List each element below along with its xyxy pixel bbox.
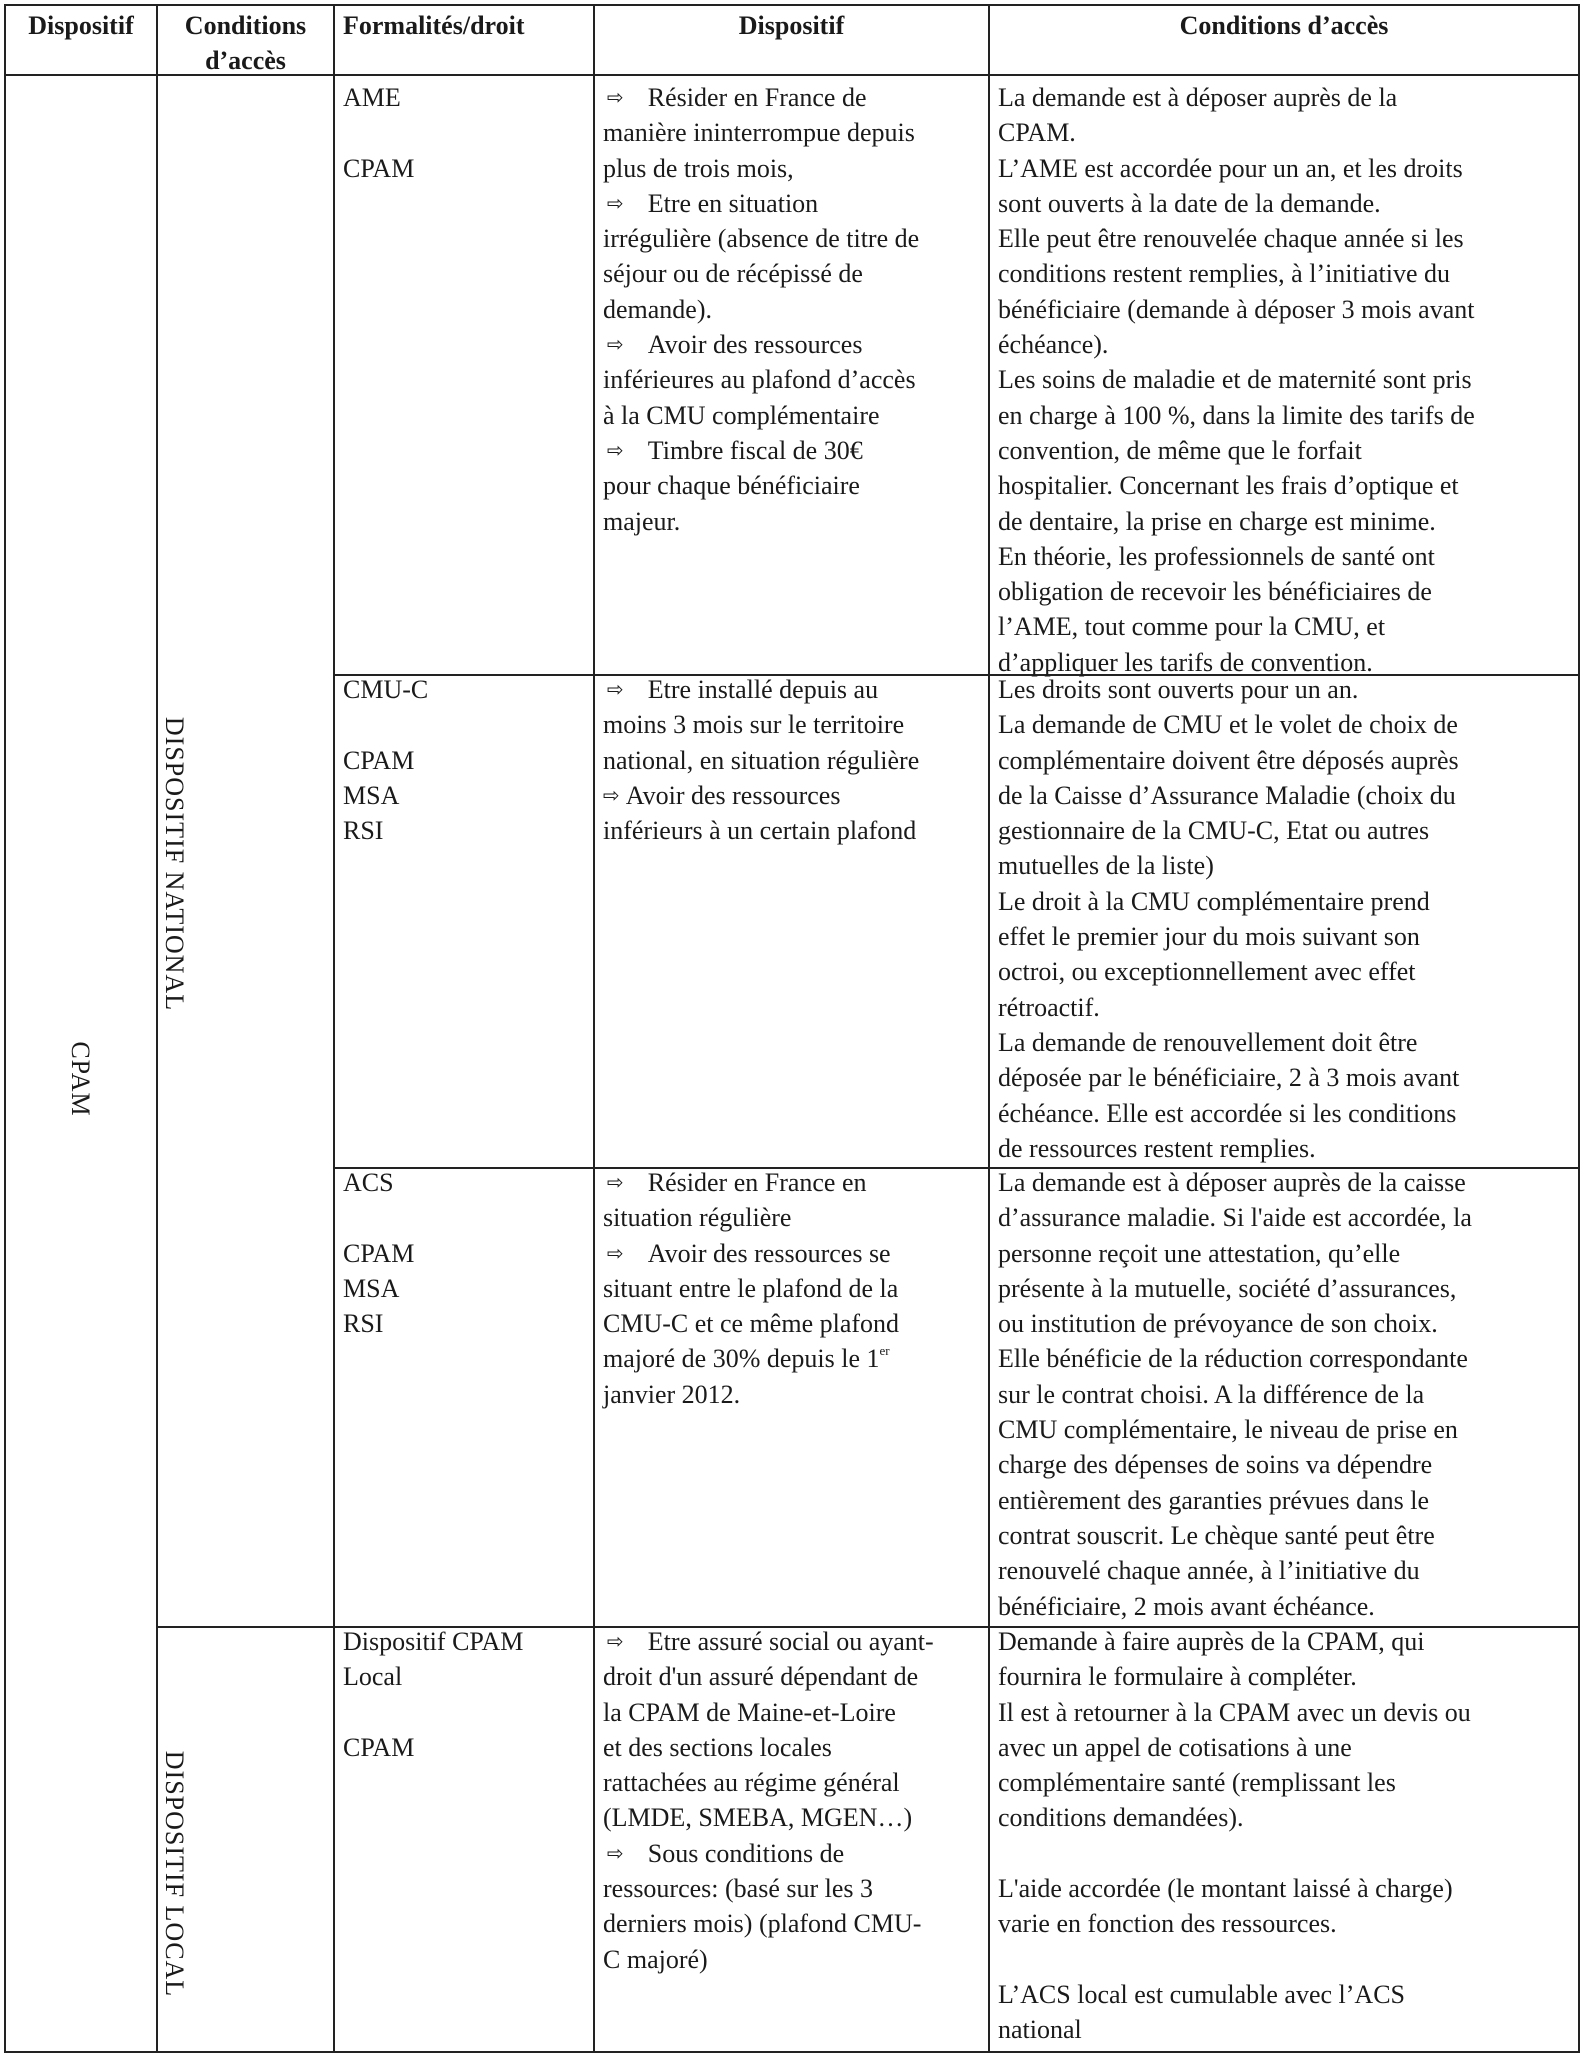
dispositif-text: Etre en situation [647, 188, 819, 218]
col-divider-1 [156, 4, 158, 2053]
dispositif-text: ressources: (basé sur les 3 [603, 1874, 874, 1904]
acs-dispositif-cell [603, 1165, 988, 1412]
conditions-line: présente à la mutuelle, société d’assurances, [998, 1273, 1457, 1303]
dispositif-local-vertical-label: DISPOSITIF LOCAL [160, 1750, 189, 1998]
dispositif-line [603, 186, 988, 221]
conditions-line: En théorie, les professionnels de santé ont [998, 541, 1435, 571]
col-divider-3 [593, 4, 595, 2053]
conditions-line: charge des dépenses de soins va dépendre [998, 1450, 1433, 1480]
header-dispositif: Dispositif [28, 11, 134, 40]
dispositif-line [603, 221, 988, 256]
formalites-line: MSA [343, 780, 400, 810]
table-border-right [1578, 4, 1580, 2053]
conditions-line: Les droits sont ouverts pour un an. [998, 675, 1359, 704]
superscript: er [879, 1343, 890, 1359]
cpam-vertical-label: CPAM [66, 1041, 95, 1117]
conditions-line: entièrement des garanties prévues dans le [998, 1485, 1429, 1515]
formalites-line: CPAM [343, 1732, 415, 1762]
arrow-icon: ⇨ [607, 677, 624, 701]
arrow-icon: ⇨ [607, 1240, 624, 1265]
table-border-left [4, 4, 6, 2053]
dispositif-line [603, 504, 988, 539]
dispositif-text: à la CMU complémentaire [603, 400, 880, 430]
conditions-line: renouvelé chaque année, à l’initiative du [998, 1556, 1420, 1586]
header-conditions-acces [158, 8, 333, 78]
dispositif-text: séjour ou de récépissé de [603, 259, 863, 289]
dispositif-text: C majoré) [603, 1944, 708, 1974]
dispositif-text: national, en situation régulière [603, 745, 920, 775]
conditions-line: L’AME est accordée pour un an, et les droits [998, 153, 1463, 183]
table-border-bottom [4, 2051, 1580, 2053]
col-divider-4 [988, 4, 990, 2053]
dispositif-line [603, 151, 988, 186]
dispositif-text: inférieurs à un certain plafond [603, 816, 917, 846]
conditions-line: La demande est à déposer auprès de la caisse [998, 1168, 1466, 1197]
cmu-c-conditions-cell [998, 672, 1578, 1166]
dispositif-text: pour chaque bénéficiaire [603, 471, 860, 501]
dispositif-text: janvier 2012. [603, 1379, 741, 1409]
dispositif-text: inférieures au plafond d’accès [603, 365, 916, 395]
dispositif-line [603, 433, 988, 468]
conditions-line: Il est à retourner à la CPAM avec un devis ou [998, 1697, 1471, 1727]
dispositif-line [603, 1800, 988, 1835]
arrow-icon: ⇨ [603, 782, 620, 807]
formalites-line: Dispositif CPAM [343, 1627, 524, 1656]
formalites-line: CPAM [343, 1238, 415, 1268]
dispositif-text: la CPAM de Maine-et-Loire [603, 1697, 896, 1727]
ame-dispositif-cell [603, 80, 988, 539]
dispositif-local-formalites-cell [343, 1624, 588, 1765]
conditions-line: La demande de renouvellement doit être [998, 1027, 1418, 1057]
dispositif-national-vertical-label: DISPOSITIF NATIONAL [160, 716, 189, 1012]
dispositif-text: majoré de 30% depuis le 1 [603, 1344, 880, 1374]
conditions-line: contrat souscrit. Le chèque santé peut être [998, 1520, 1435, 1550]
formalites-line [343, 1695, 588, 1730]
dispositif-text: rattachées au régime général [603, 1768, 900, 1798]
dispositif-line [603, 1200, 988, 1235]
dispositif-line [603, 362, 988, 397]
dispositif-line [603, 1836, 988, 1871]
conditions-line: l’AME, tout comme pour la CMU, et [998, 612, 1386, 642]
conditions-line: avec un appel de cotisations à une [998, 1732, 1352, 1762]
formalites-line: RSI [343, 1309, 384, 1339]
conditions-line: mutuelles de la liste) [998, 851, 1214, 881]
formalites-line: MSA [343, 1273, 400, 1303]
conditions-line: Le droit à la CMU complémentaire prend [998, 886, 1430, 916]
dispositif-line [603, 743, 988, 778]
conditions-line: de la Caisse d’Assurance Maladie (choix du [998, 780, 1456, 810]
conditions-line: La demande est à déposer auprès de la [998, 83, 1398, 112]
dispositif-text: plus de trois mois, [603, 153, 794, 183]
conditions-line: varie en fonction des ressources. [998, 1909, 1337, 1939]
conditions-line: conditions demandées). [998, 1803, 1244, 1833]
dispositif-local-conditions-cell [998, 1624, 1578, 2048]
conditions-line: échéance). [998, 330, 1109, 360]
conditions-line: convention, de même que le forfait [998, 435, 1362, 465]
dispositif-text: Etre installé depuis au [647, 675, 879, 704]
conditions-line: conditions restent remplies, à l’initiative du [998, 259, 1451, 289]
formalites-line [343, 1200, 588, 1235]
acs-formalites-cell [343, 1165, 588, 1341]
dispositif-line [603, 1695, 988, 1730]
dispositif-text: Avoir des ressources [625, 780, 841, 810]
dispositif-local-dispositif-cell [603, 1624, 988, 1977]
dispositif-line [603, 1165, 988, 1200]
conditions-line: de dentaire, la prise en charge est minime. [998, 506, 1436, 536]
conditions-line: obligation de recevoir les bénéficiaires de [998, 577, 1432, 607]
formalites-line: CPAM [343, 153, 415, 183]
header-formalites-droit: Formalités/droit [343, 11, 525, 40]
cmu-c-dispositif-cell [603, 672, 988, 848]
formalites-line: Local [343, 1662, 403, 1692]
conditions-line: ou institution de prévoyance de son choix. [998, 1309, 1438, 1339]
conditions-line [998, 1942, 1578, 1977]
dispositif-line [603, 1236, 988, 1271]
dispositif-line [603, 1871, 988, 1906]
conditions-line: La demande de CMU et le volet de choix de [998, 710, 1458, 740]
dispositif-line [603, 1624, 988, 1659]
dispositif-text: situation régulière [603, 1203, 792, 1233]
dispositif-line [603, 468, 988, 503]
dispositif-text: (LMDE, SMEBA, MGEN…) [603, 1803, 913, 1833]
dispositif-text: Résider en France en [647, 1168, 867, 1197]
dispositif-text: irrégulière (absence de titre de [603, 224, 920, 254]
conditions-line: bénéficiaire, 2 mois avant échéance. [998, 1591, 1375, 1621]
conditions-line: sur le contrat choisi. A la différence de la [998, 1379, 1425, 1409]
dispositif-line [603, 115, 988, 150]
conditions-line: gestionnaire de la CMU-C, Etat ou autres [998, 816, 1430, 846]
dispositif-text: manière ininterrompue depuis [603, 118, 915, 148]
dispositif-text: Résider en France de [647, 83, 867, 112]
dispositif-text: Etre assuré social ou ayant- [647, 1627, 934, 1656]
dispositif-text: CMU-C et ce même plafond [603, 1309, 900, 1339]
benefits-table [4, 4, 1580, 2054]
acs-conditions-cell [998, 1165, 1578, 1624]
dispositif-line [603, 778, 988, 813]
dispositif-line [603, 292, 988, 327]
formalites-line: RSI [343, 816, 384, 846]
conditions-line [998, 1836, 1578, 1871]
dispositif-line [603, 813, 988, 848]
arrow-icon: ⇨ [607, 85, 624, 109]
conditions-line: national [998, 2015, 1082, 2045]
formalites-line [343, 707, 588, 742]
conditions-line: en charge à 100 %, dans la limite des tarifs de [998, 400, 1475, 430]
conditions-line: personne reçoit une attestation, qu’elle [998, 1238, 1401, 1268]
formalites-line: CPAM [343, 745, 415, 775]
conditions-line: effet le premier jour du mois suivant son [998, 922, 1420, 952]
conditions-line: sont ouverts à la date de la demande. [998, 188, 1381, 218]
conditions-line: Demande à faire auprès de la CPAM, qui [998, 1627, 1425, 1656]
conditions-line: fournira le formulaire à compléter. [998, 1662, 1357, 1692]
ame-formalites-cell [343, 80, 588, 186]
conditions-line: CPAM. [998, 118, 1076, 148]
header-conditions-line1: Conditions [184, 11, 307, 40]
dispositif-text: demande). [603, 294, 713, 324]
conditions-line: de ressources restent remplies. [998, 1133, 1316, 1163]
arrow-icon: ⇨ [607, 437, 624, 462]
conditions-line: bénéficiaire (demande à déposer 3 mois avant [998, 294, 1475, 324]
conditions-line: octroi, ou exceptionnellement avec effet [998, 957, 1416, 987]
arrow-icon: ⇨ [607, 332, 624, 357]
dispositif-text: Avoir des ressources se [647, 1238, 891, 1268]
conditions-line: Elle bénéficie de la réduction correspondante [998, 1344, 1468, 1374]
conditions-line: complémentaire doivent être déposés auprès [998, 745, 1459, 775]
formalites-line: AME [343, 83, 401, 112]
dispositif-line [603, 1765, 988, 1800]
conditions-line: échéance. Elle est accordée si les conditions [998, 1098, 1457, 1128]
dispositif-text: moins 3 mois sur le territoire [603, 710, 905, 740]
cmu-c-formalites-cell [343, 672, 588, 848]
conditions-line: Elle peut être renouvelée chaque année si les [998, 224, 1464, 254]
dispositif-line [603, 1942, 988, 1977]
conditions-line: complémentaire santé (remplissant les [998, 1768, 1396, 1798]
dispositif-line [603, 672, 988, 707]
dispositif-line [603, 327, 988, 362]
dispositif-line [603, 80, 988, 115]
conditions-line: rétroactif. [998, 992, 1100, 1022]
arrow-icon: ⇨ [607, 1170, 624, 1194]
dispositif-text: et des sections locales [603, 1732, 832, 1762]
dispositif-text: situant entre le plafond de la [603, 1273, 899, 1303]
ame-conditions-cell [998, 80, 1578, 680]
conditions-line: d’assurance maladie. Si l'aide est accordée, la [998, 1203, 1472, 1233]
header-dispositif-2: Dispositif [738, 11, 845, 40]
conditions-line: L'aide accordée (le montant laissé à charge) [998, 1874, 1453, 1904]
dispositif-text: droit d'un assuré dépendant de [603, 1662, 919, 1692]
conditions-line: L’ACS local est cumulable avec l’ACS [998, 1979, 1406, 2009]
dispositif-line [603, 707, 988, 742]
conditions-line: hospitalier. Concernant les frais d’optique et [998, 471, 1459, 501]
dispositif-text: Timbre fiscal de 30€ [647, 435, 863, 465]
table-border-top [4, 4, 1580, 6]
dispositif-line [603, 1306, 988, 1341]
dispositif-line [603, 256, 988, 291]
dispositif-line [603, 1730, 988, 1765]
col-divider-2 [333, 4, 335, 2053]
conditions-line: Les soins de maladie et de maternité sont pris [998, 365, 1472, 395]
arrow-icon: ⇨ [607, 1629, 624, 1653]
arrow-icon: ⇨ [607, 1840, 624, 1865]
dispositif-text: derniers mois) (plafond CMU- [603, 1909, 922, 1939]
dispositif-text: Sous conditions de [647, 1838, 845, 1868]
dispositif-line [603, 398, 988, 433]
dispositif-text: Avoir des ressources [647, 330, 863, 360]
dispositif-line [603, 1341, 988, 1376]
arrow-icon: ⇨ [607, 190, 624, 215]
conditions-line: déposée par le bénéficiaire, 2 à 3 mois avant [998, 1063, 1460, 1093]
formalites-line: CMU-C [343, 675, 429, 704]
dispositif-line [603, 1377, 988, 1412]
dispositif-line [603, 1906, 988, 1941]
header-conditions-line2: d’accès [205, 46, 286, 75]
dispositif-line [603, 1271, 988, 1306]
dispositif-line [603, 1659, 988, 1694]
header-conditions-acces-2: Conditions d’accès [1179, 11, 1389, 40]
formalites-line: ACS [343, 1168, 394, 1197]
dispositif-text: majeur. [603, 506, 681, 536]
conditions-line: d’appliquer les tarifs de convention. [998, 647, 1373, 677]
formalites-line [343, 115, 588, 150]
conditions-line: CMU complémentaire, le niveau de prise en [998, 1415, 1458, 1445]
